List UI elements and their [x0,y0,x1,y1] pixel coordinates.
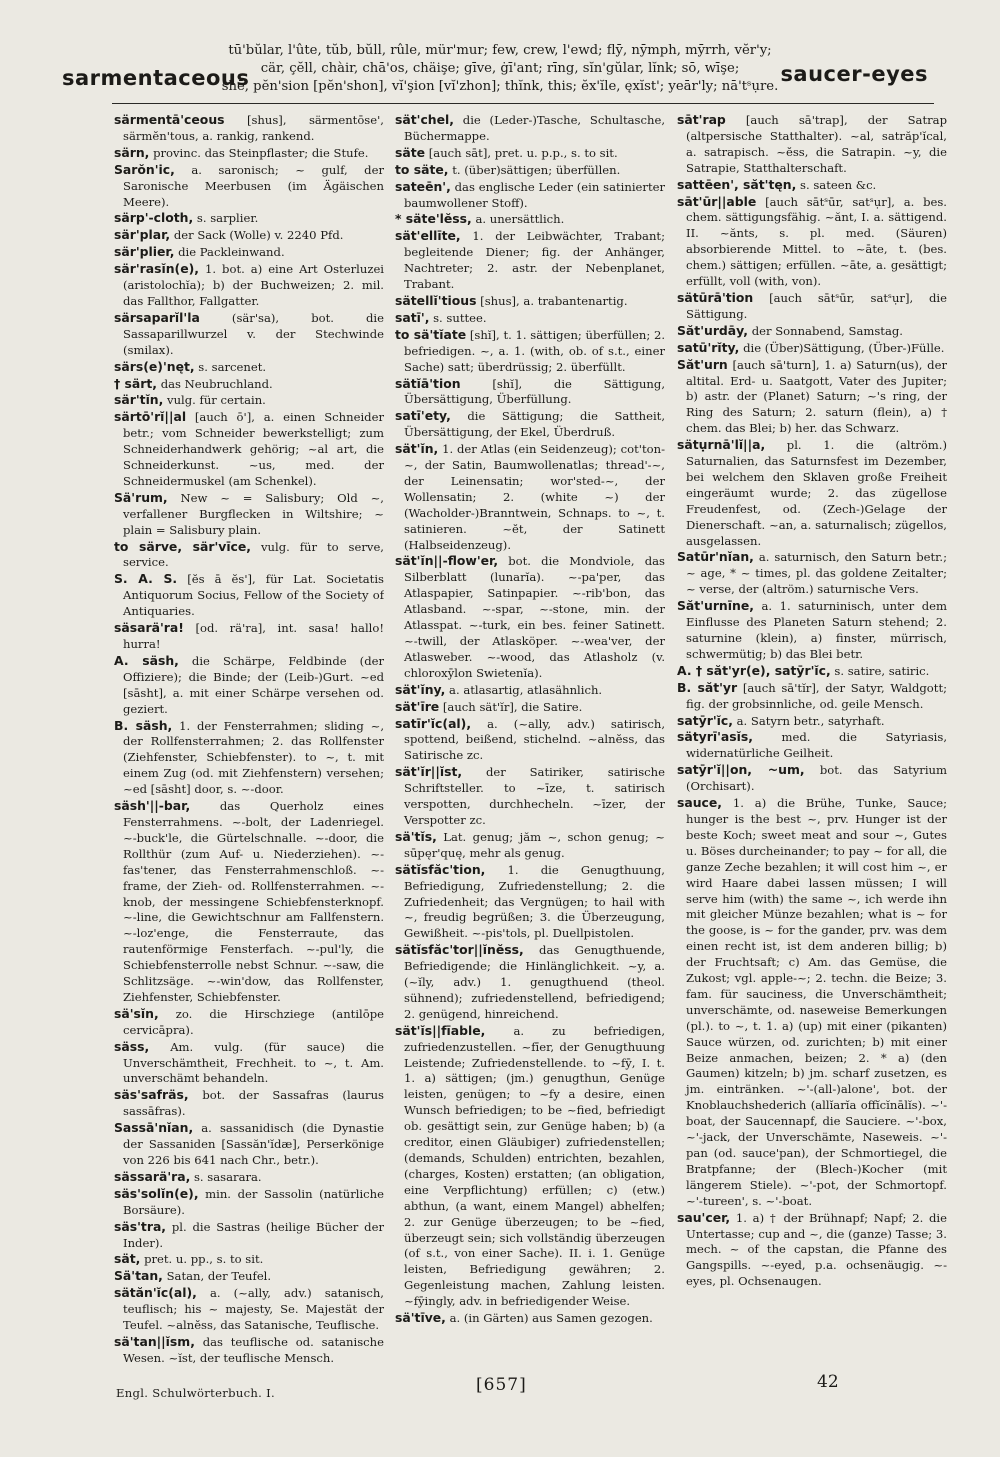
dictionary-entry [114,1039,384,1088]
entry-headword: satȳr'ĭc, [677,712,733,728]
entry-definition: med. die Satyriasis, widernatürliche Geilheit. [686,730,947,761]
header-rule [112,103,934,104]
dictionary-entry [114,162,384,211]
dictionary-entry [114,145,384,162]
entry-definition: das teuflische od. satanische Wesen. ~ĭst, der teuflische Mensch. [123,1334,384,1365]
entry-definition: pret. u. pp., s. to sit. [144,1252,264,1267]
entry-definition: der Sack (Wolle) v. 2240 Pfd. [173,228,344,243]
dictionary-entry [114,490,384,539]
dictionary-entry [395,862,665,943]
entry-headword: sattēen', săt'tęn, [677,176,797,192]
entry-definition: [auch sātˢūr, satˢụr], a. bes. chem. sättigungsfähig. ~ănt, I. a. sättigend. II. ~ănts, s. pl. med. (Säuren) absorbierende Mittel. to ~āte, t. (bes. chem.) sättigen; erfüllen. ~āte, a. gesättigt; erfüllt, voll (with, von). [686,194,947,289]
entry-definition: pl. die Sastras (heilige Bücher der Inder). [123,1219,384,1250]
entry-definition: Lat. genug; jăm ~, schon genug; ~ sūpęr'quę, mehr als genug. [404,829,665,860]
dictionary-entry [395,553,665,681]
entry-headword: sä'tīve, [395,1310,446,1326]
entry-headword: sässarä'ra, [114,1168,191,1184]
dictionary-entry [395,162,665,179]
entry-definition: [auch sät'ĭr], die Satire. [442,699,583,714]
entry-headword: sätūrā'tion [677,289,754,305]
entry-definition: t. (über)sättigen; überfüllen. [452,162,621,177]
dictionary-entry [114,1120,384,1169]
entry-definition: bot. das Satyrium (Orchisart). [686,763,947,794]
dictionary-entry [114,1169,384,1186]
entry-headword: Săt'urnīne, [677,598,754,614]
entry-definition: vulg. für certain. [167,393,266,408]
entry-definition: der Satiriker, satirische Schriftsteller. to ~īze, t. satirisch verspotten, durchhecheln. ~īzer, der Verspotter zc. [404,765,665,827]
dictionary-entry [395,145,665,162]
dictionary-entry [114,653,384,718]
entry-headword: B. săt'yr [677,679,738,695]
entry-definition: die (Über)Sättigung, (Über-)Fülle. [743,340,945,355]
entry-headword: sätụrnā'lĭ||a, [677,437,766,453]
entry-definition: a. zu befriedigen, zufriedenzustellen. ~fīer, der Genugthuung Leistende; Zufriedenstellende. to ~fȳ, I. t. 1. a) sättigen; (jm.) genugthun, Genüge leisten, genügen; to ~fy a desire, einen Wunsch befriedigen; to be ~fied, befriedigt ob. gesättigt sein, zur Genüge haben; b) (a creditor, einen Gläubiger) zufriedenstellen; (demands, Schulden) entrichten, bezahlen, (charges, Kosten) erstatten; (an obligation, eine Verpflichtung) erfüllen; c) (etw.) abthun, (a want, einem Mangel) abhelfen; 2. zur Genüge überzeugen; to be ~fied, überzeugt sein; sich vollständig überzeugen (of s.t., von einer Sache). II. i. 1. Genüge leisten, Befriedigung gewähren; 2. Gegenleistung machen, Zahlung leisten. ~fȳingly, adv. in befriedigender Weise. [404,1023,665,1309]
dictionary-entry [677,194,947,290]
entry-definition: [auch sātˢūr, satˢụr], die Sättigung. [686,290,947,321]
entry-headword: sä'sĭn, [114,1005,159,1021]
entry-headword: särtō'rĭ||al [114,409,187,425]
pronunciation-key-line-2: cär, çĕll, chàir, chā'os, chäişe; gīve, ġī'ant; rīng, sĭn'gŭlar, lĭnk; sō, wīşe; [260,61,740,76]
entry-definition: a. saronisch; ~ gulf, der Saronische Meerbusen (im Ägäischen Meere). [123,162,384,209]
dictionary-entry [677,323,947,340]
entry-definition: 1. a) † der Brühnapf; Napf; 2. die Untertasse; cup and ~, die (ganze) Tasse; 3. mech. ~ of the capstan, die Pfanne des Gangspills. ~-eyed, p.a. ochsenäugig. ~-eyes, pl. Ochsenaugen. [686,1210,947,1289]
entry-headword: särn, [114,144,150,160]
entry-headword: to säte, [395,161,449,177]
entry-headword: Sarŏn'ic, [114,161,175,177]
sheet-number: 42 [817,1372,839,1392]
dictionary-entry [395,408,665,441]
dictionary-entry [114,112,384,145]
entry-headword: † särt, [114,375,157,391]
dictionary-entry [395,1310,665,1327]
entry-headword: sät'ĭr||ĭst, [395,764,463,780]
entry-definition: vulg. für to serve, service. [123,539,384,570]
entry-definition: pl. 1. die (altröm.) Saturnalien, das Saturnsfest im Dezember, bei welchem den Sklaven große Freiheit eingeräumt wurde; 2. das zügellose Freudenfest, od. (Zech-)Gelage der Dienerschaft. ~an, a. saturnalisch; zügellos, ausgelassen. [686,438,947,548]
dictionary-entry [395,441,665,553]
entry-headword: sät'ellīte, [395,228,461,244]
entry-definition: Am. vulg. (für sauce) die Unverschämtheit, Frechheit. to ~, t. Am. unverschämt behandeln. [123,1039,384,1086]
dictionary-entry [677,762,947,795]
entry-headword: särp'-cloth, [114,210,194,226]
entry-definition: a. (in Gärten) aus Samen gezogen. [449,1311,653,1326]
entry-definition: a. atlasartig, atlasähnlich. [449,682,603,697]
entry-headword: satū'rĭty, [677,339,740,355]
entry-definition: s. sarcenet. [198,359,267,374]
entry-headword: säs'solĭn(e), [114,1185,199,1201]
entry-definition: das Neubruchland. [160,376,273,391]
entry-definition: die (Leder-)Tasche, Schultasche, Büchermappe. [404,113,665,143]
entry-headword: sateēn', [395,178,451,194]
dictionary-entry [114,310,384,359]
entry-headword: sär'rasĭn(e), [114,261,199,277]
dictionary-entry [114,718,384,799]
entry-definition: [shĭ], t. 1. sättigen; überfüllen; 2. befriedigen. ~, a. 1. (with, ob. of s.t., einer Sache) satt; überdrüssig; 2. überfüllt. [404,327,665,374]
dictionary-entry [114,1334,384,1367]
entry-definition: s. suttee. [433,310,487,325]
dictionary-entry [395,293,665,310]
entry-definition: das englische Leder (ein satinierter baumwollener Stoff). [404,179,665,210]
dictionary-entry [395,112,665,145]
dictionary-entry [677,1210,947,1291]
dictionary-entry [114,244,384,261]
entry-headword: sät'ĭn||-flow'er, [395,553,499,569]
entry-definition: a. (~ally, adv.) satirisch, spottend, beißend, stichelnd. ~alnĕss, das Satirische zc. [404,716,665,763]
entry-headword: sau'cer, [677,1209,731,1225]
entry-definition: [auch ō'], a. einen Schneider betr.; vom Schneider bewerkstelligt; zum Schneiderhandwerk gehörig; ~al art, die Schneiderkunst. ~us, med. der Schneidermuskel (am Schenkel). [123,410,384,488]
dictionary-entry [114,1285,384,1334]
entry-headword: sät'ĭs||fīable, [395,1022,486,1038]
entry-headword: sätĭā'tion [395,375,461,391]
dictionary-entry [677,340,947,357]
column-2 [395,112,665,1372]
entry-headword: sätĭsfăc'tor||ĭnĕss, [395,942,524,958]
dictionary-entry [114,620,384,653]
entry-headword: sär'tĭn, [114,392,164,408]
entry-definition: [shĭ], die Sättigung, Übersättigung, Überfüllung. [404,376,665,407]
entry-definition: a. unersättlich. [475,212,565,227]
dictionary-entry [677,680,947,713]
entry-headword: säss, [114,1038,150,1054]
dictionary-entry [677,549,947,598]
entry-headword: sät'ĭny, [395,681,446,697]
entry-definition: 1. a) die Brühe, Tunke, Sauce; hunger is the best ~, prv. Hunger ist der beste Koch; sweet meat and sour ~, Gutes u. Böses durcheinander; to pay ~ for all, die ganze Zeche bezahlen; it will cost him ~, er wird Haare dabei lassen müssen; I will serve him (with) the same ~, ich werde ihn mit gleicher Münze bezahlen; what is ~ for the goose, is ~ for the gander, prv. was dem einen recht ist, ist dem anderen billig; b) der Fruchtsaft; c) Am. das Gemüse, die Zukost; vgl. apple-~; 2. techn. die Beize; 3. fam. für sauciness, die Unverschämtheit; unverschämte, od. naseweise Bemerkungen (pl.). to ~, t. 1. a) (up) mit einer (pikanten) Sauce würzen, od. zurichten; b) mit einer Beize anmachen, beizen; 2. * a) (den Gaumen) kitzeln; b) jm. scharf zusetzen, es jm. eintränken. ~'-(all-)alone', bot. der Knoblauchshederich (allĭarĭa offĭcĭnālĭs). ~'-boat, der Saucennapf, die Sauciere. ~'-box, ~'-jack, der Unverschämte, Naseweis. ~'-pan (od. sauce'pan), der Schmortiegel, die Bratpfanne; der (Blech-)Kocher (mit längerem Stiele). ~'-pot, der Schmortopf. ~'-tureen', s. ~'-boat. [686,796,947,1208]
entry-headword: säsarä'ra! [114,620,184,636]
entry-headword: Săt'urn [677,356,728,372]
dictionary-entry [395,716,665,765]
entry-headword: to särve, sär'vīce, [114,538,252,554]
entry-headword: * säte'lĕss, [395,211,472,227]
column-1 [114,112,384,1372]
dictionary-entry [677,437,947,549]
dictionary-entry [114,1251,384,1268]
entry-headword: sär'plier, [114,244,175,260]
entry-definition: (sär'sa), bot. die Sassaparillwurzel v. der Stechwinde (smilax). [123,310,384,357]
dictionary-entry [677,177,947,194]
entry-headword: S. A. S. [114,571,178,587]
entry-headword: särs(e)'nęt, [114,358,195,374]
entry-headword: to sä'tĭate [395,326,467,342]
entry-definition: zo. die Hirschziege (antilōpe cervicāpra). [123,1006,384,1037]
entry-definition: [shus], a. trabantenartig. [480,293,628,308]
entry-headword: satȳr'ĭ||on, ~um, [677,762,805,778]
page-number: [657] [476,1375,527,1395]
entry-headword: Sä'rum, [114,489,168,505]
pronunciation-key-line-1: tū'bŭlar, l'ûte, tŭb, bŭll, rûle, mür'mur; few, crew, l'ewd; flȳ, nȳmph, mȳrrh, vĕr'y; [228,43,772,58]
column-3 [677,112,947,1372]
entry-headword: säte [395,144,426,160]
entry-headword: sauce, [677,795,723,811]
entry-definition: s. sateen &c. [800,177,877,192]
dictionary-entry [114,539,384,572]
dictionary-entry [395,228,665,293]
entry-definition: Satan, der Teufel. [166,1269,272,1284]
entry-definition: [ĕs ā ĕs'], für Lat. Societatis Antiquorum Socius, Fellow of the Society of Antiquaries. [123,572,384,619]
entry-headword: sāt'ūr||able [677,193,757,209]
entry-definition: min. der Sassolin (natürliche Borsäure). [123,1186,384,1217]
pronunciation-key-line-3: shē, pĕn'sion [pĕn'shon], vĭ'şion [vĭ'zhon]; thĭnk, this; ĕx'ĭle, ęxĭst'; yeār'ly; nā'tˢụre. [221,79,779,94]
footer-book-title: Engl. Schulwörterbuch. I. [116,1386,275,1400]
entry-headword: Săt'urdāy, [677,322,748,338]
entry-headword: sär'plar, [114,227,171,243]
entry-definition: 1. bot. a) eine Art Osterluzei (aristolochĭa); b) der Buchweizen; 2. mil. das Fallthor, Fallgatter. [123,262,384,308]
entry-headword: sä'tĭs, [395,828,437,844]
entry-headword: sät, [114,1251,141,1267]
entry-definition: 1. der Fensterrahmen; sliding ~, der Rollfensterrahmen; 2. das Rollfenster (Ziehfenster, Schiebfenster). to ~, t. mit einem Zug (od. mit Ziehfenstern) versehen; ~ed [sāsht] door, s. ~-door. [123,718,384,797]
entry-definition: [auch sā'trap], der Satrap (altpersische Statthalter). ~al, satrăp'ĭcal, a. satrapisch. ~ĕss, die Satrapin. ~y, die Satrapie, Statthalterschaft. [686,113,947,175]
entry-definition: a. Satyrn betr., satyrhaft. [736,713,885,728]
entry-headword: A. † săt'yr(e), satȳr'ĭc, [677,662,831,678]
dictionary-entry [114,409,384,490]
dictionary-entry [395,682,665,699]
entry-headword: sät'chel, [395,112,454,127]
entry-definition: [auch sā'tĭr], der Satyr, Waldgott; fig. der grobsinnliche, od. geile Mensch. [686,680,947,711]
dictionary-entry [395,1023,665,1310]
dictionary-entry [114,261,384,310]
entry-definition: bot. der Sassafras (laurus sassāfras). [123,1088,384,1119]
entry-headword: sätyrī'asĭs, [677,729,753,745]
dictionary-entry [395,310,665,327]
entry-definition: das Querholz eines Fensterrahmens. ~-bolt, der Ladenriegel. ~-buck'le, die Gürtelschnalle. ~-door, die Rollthür (zum Auf- u. Niederziehen). ~-fas'tener, das Fensterrahmenschloß. ~-frame, der Zieh- od. Rollfensterrahmen. ~-knob, der messingene Schiebfensterknopf. ~-line, die Gewichtschnur am Fallfenstern. ~-loz'enge, die Fensterraute, das rautenförmige Fensterfach. ~-pul'ly, die Schiebfensterrolle nebst Schnur. ~-saw, die Schlitzsäge. ~-win'dow, das Rollfenster, Ziehfenster, Schiebfenster. [123,799,384,1004]
dictionary-entry [395,942,665,1023]
entry-headword: satī', [395,309,430,325]
entry-definition: [shus], särmentōse', särmĕn'tous, a. rankig, rankend. [123,113,384,143]
entry-definition: [od. rä'ra], int. sasa! hallo! hurra! [123,621,384,651]
entry-definition: die Packleinwand. [178,245,285,260]
left-header-word: sarmentaceous [62,66,250,90]
entry-definition: bot. die Mondviole, das Silberblatt (lunarĭa). ~-pa'per, das Atlaspapier, Satinpapier. ~-rib'bon, das Atlasband. ~-spar, ~-stone, min. der Atlasspat. ~-turk, ein bes. feiner Satinett. ~-twill, der Atlasköper. ~-wea'ver, der Atlasweber. ~-wood, das Atlasholz (v. chloroxȳlon Swietenĭa). [404,554,665,680]
entry-headword: sätĭsfăc'tion, [395,861,486,877]
entry-definition: [auch sā'turn], 1. a) Saturn(us), der altital. Erd- u. Saatgott, Vater des Jupiter; b) astr. der (Planet) Saturn; ~'s ring, der Ring des Saturn; 2. saturn (flein), a) † chem. das Blei; b) her. das Schwarz. [686,357,947,436]
entry-definition: das Genugthuende, Befriedigende; die Hinlänglichkeit. ~y, a. (~ĭly, adv.) 1. genugthuend (theol. sühnend); zufriedenstellend, befriedigend; 2. genügend, hinreichend. [404,943,665,1021]
entry-headword: satīr'ĭc(al), [395,715,472,731]
entry-headword: sä'tan||ĭsm, [114,1333,195,1349]
dictionary-entry [395,211,665,228]
entry-definition: [auch sāt], pret. u. p.p., s. to sit. [428,145,618,160]
dictionary-entry [114,376,384,393]
dictionary-entry [395,764,665,829]
entry-headword: A. säsh, [114,652,179,668]
dictionary-entry [114,798,384,1006]
dictionary-entry [677,290,947,323]
dictionary-entry [114,1186,384,1219]
dictionary-entry [114,210,384,227]
dictionary-entry [677,729,947,762]
dictionary-entry [677,663,947,680]
entry-headword: säs'safräs, [114,1087,189,1103]
dictionary-entry [677,598,947,663]
entry-headword: sätellĭ'tious [395,292,477,308]
dictionary-entry [395,829,665,862]
entry-definition: s. satire, satiric. [834,663,930,678]
entry-definition: s. sasarara. [193,1169,262,1184]
entry-definition: a. (~ally, adv.) satanisch, teuflisch; his ~ majesty, Se. Majestät der Teufel. ~alnĕss, das Satanische, Teuflische. [123,1286,384,1333]
entry-headword: sätăn'ĭc(al), [114,1285,197,1301]
entry-headword: Satūr'nĭan, [677,549,754,565]
entry-definition: die Schärpe, Feldbinde (der Offiziere); die Binde; der (Leib-)Gurt. ~ed [sāsht], a. mit einer Schärpe versehen od. geziert. [123,653,384,716]
dictionary-entry [114,392,384,409]
entry-definition: 1. der Leibwächter, Trabant; begleitende Diener; fig. der Anhänger, Nachtreter; 2. astr. der Nebenplanet, Trabant. [404,229,665,292]
entry-headword: sāt'rap [677,112,726,127]
dictionary-entry [114,227,384,244]
dictionary-entry [677,112,947,177]
entry-definition: s. sarplier. [196,211,259,226]
entry-headword: sät'īre [395,698,440,714]
dictionary-entry [677,713,947,730]
entry-definition: provinc. das Steinpflaster; die Stufe. [153,145,369,160]
entry-definition: 1. der Atlas (ein Seidenzeug); cot'ton-~, der Satin, Baumwollenatlas; thread'-~, der Leinensatin; wor'sted-~, der Wollensatin; 2. (white ~) der (Wacholder-)Branntwein, Schnaps. to ~, t. satinieren. ~ĕt, der Satinett (Halbseidenzeug). [404,442,665,552]
dictionary-entry [114,1219,384,1252]
dictionary-entry [677,795,947,1210]
entry-headword: särsaparĭl'la [114,309,200,325]
dictionary-entry [114,1268,384,1285]
entry-definition: a. saturnisch, den Saturn betr.; ~ age, * ~ times, pl. das goldene Zeitalter; ~ verse, der (altröm.) saturnische Vers. [686,550,947,597]
right-header-word: saucer-eyes [780,62,928,86]
entry-definition: 1. die Genugthuung, Befriedigung, Zufriedenstellung; 2. die Zufriedenheit; das Vergnügen; to hail with ~, freudig begrüßen; 3. die Überzeugung, Gewißheit. ~-pis'tols, pl. Duellpistolen. [404,862,665,941]
entry-definition: a. 1. saturninisch, unter dem Einflusse des Planeten Saturn stehend; 2. saturnine (klein), a) finster, mürrisch, schwermütig; b) das Blei betr. [686,599,947,661]
entry-definition: New ~ = Salisbury; Old ~, verfallener Burgflecken in Wiltshire; ~ plain = Salisbury plain. [123,490,384,537]
entry-definition: der Sonnabend, Samstag. [751,323,903,338]
entry-headword: Sä'tan, [114,1268,163,1284]
entry-headword: säsh'||-bar, [114,798,191,814]
entry-headword: Sassā'nĭan, [114,1120,194,1136]
dictionary-entry [114,1006,384,1039]
dictionary-entry [114,359,384,376]
dictionary-entry [395,179,665,212]
dictionary-entry [677,357,947,438]
entry-headword: satī'ety, [395,408,451,424]
dictionary-entry [114,1087,384,1120]
dictionary-entry [114,571,384,620]
entry-headword: sät'ĭn, [395,441,439,457]
entry-headword: särmentā'ceous [114,112,225,127]
dictionary-entry [395,699,665,716]
entry-headword: säs'tra, [114,1218,167,1234]
dictionary-entry [395,376,665,409]
dictionary-entry [395,327,665,376]
entry-definition: a. sassanidisch (die Dynastie der Sassaniden [Sassăn'ĭdæ], Perserkönige von 226 bis 641 nach Chr., betr.). [123,1121,384,1167]
entry-headword: B. säsh, [114,717,173,733]
entry-definition: die Sättigung; die Sattheit, Übersättigung, der Ekel, Überdruß. [404,409,665,440]
